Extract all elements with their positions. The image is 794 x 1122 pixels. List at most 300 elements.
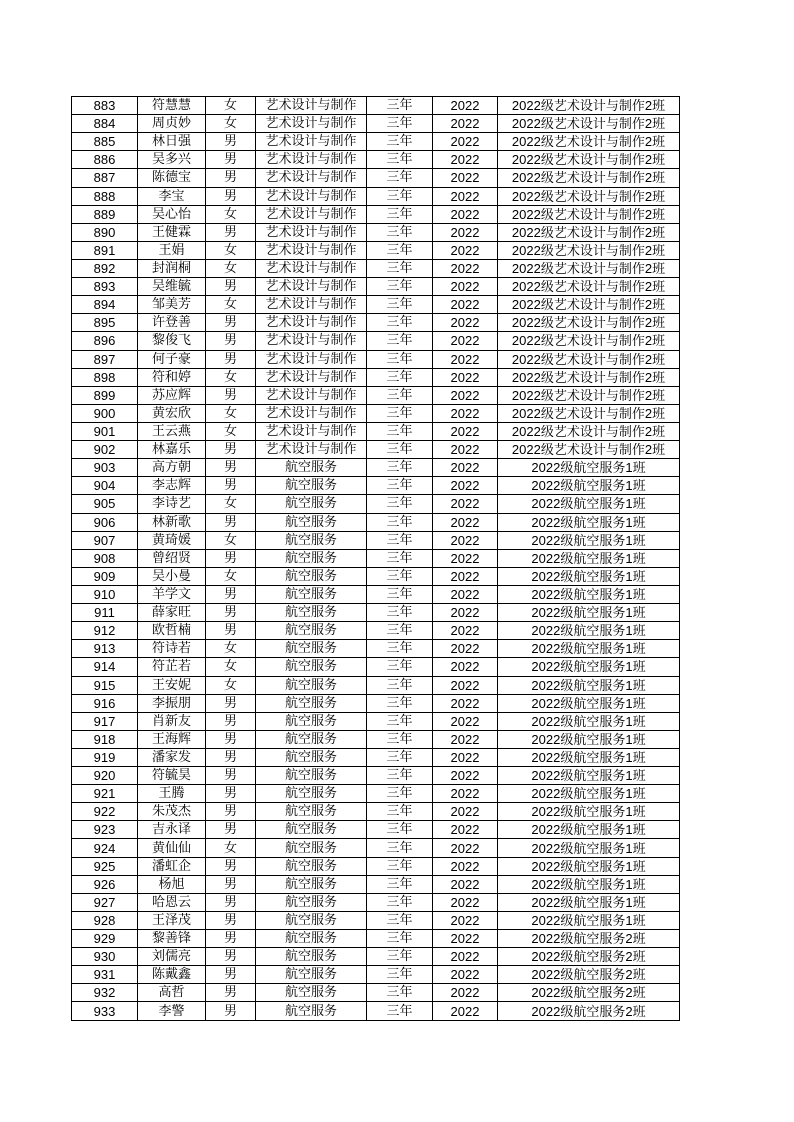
enrollment-year-cell: 2022 [433, 585, 498, 603]
table-row [72, 241, 680, 259]
program-length-cell: 三年 [367, 314, 433, 332]
program-length-cell: 三年 [367, 205, 433, 223]
student-name-cell: 李志辉 [138, 477, 206, 495]
row-number-cell: 903 [72, 459, 138, 477]
class-name-cell: 2022级航空服务1班 [498, 821, 680, 839]
gender-cell: 男 [206, 459, 256, 477]
gender-cell: 男 [206, 911, 256, 929]
student-name-cell: 高方朝 [138, 459, 206, 477]
row-number-cell: 928 [72, 911, 138, 929]
program-length-cell: 三年 [367, 151, 433, 169]
row-number-cell: 902 [72, 441, 138, 459]
major-cell: 航空服务 [256, 748, 367, 766]
table-row [72, 567, 680, 585]
gender-cell: 男 [206, 585, 256, 603]
enrollment-year-cell: 2022 [433, 911, 498, 929]
table-row [72, 404, 680, 422]
table-row [72, 332, 680, 350]
program-length-cell: 三年 [367, 513, 433, 531]
student-name-cell: 黄仙仙 [138, 839, 206, 857]
student-name-cell: 曾绍贤 [138, 549, 206, 567]
row-number-cell: 908 [72, 549, 138, 567]
gender-cell: 男 [206, 314, 256, 332]
gender-cell: 女 [206, 422, 256, 440]
student-name-cell: 黎俊飞 [138, 332, 206, 350]
class-name-cell: 2022级艺术设计与制作2班 [498, 314, 680, 332]
class-name-cell: 2022级艺术设计与制作2班 [498, 386, 680, 404]
table-row [72, 1002, 680, 1020]
class-name-cell: 2022级艺术设计与制作2班 [498, 296, 680, 314]
major-cell: 航空服务 [256, 640, 367, 658]
program-length-cell: 三年 [367, 531, 433, 549]
major-cell: 艺术设计与制作 [256, 133, 367, 151]
enrollment-year-cell: 2022 [433, 821, 498, 839]
gender-cell: 男 [206, 785, 256, 803]
class-name-cell: 2022级艺术设计与制作2班 [498, 241, 680, 259]
table-row [72, 223, 680, 241]
program-length-cell: 三年 [367, 459, 433, 477]
table-row [72, 115, 680, 133]
program-length-cell: 三年 [367, 441, 433, 459]
major-cell: 艺术设计与制作 [256, 314, 367, 332]
row-number-cell: 910 [72, 585, 138, 603]
student-name-cell: 陈德宝 [138, 169, 206, 187]
program-length-cell: 三年 [367, 585, 433, 603]
enrollment-year-cell: 2022 [433, 984, 498, 1002]
row-number-cell: 892 [72, 259, 138, 277]
program-length-cell: 三年 [367, 115, 433, 133]
program-length-cell: 三年 [367, 404, 433, 422]
class-name-cell: 2022级艺术设计与制作2班 [498, 422, 680, 440]
program-length-cell: 三年 [367, 223, 433, 241]
student-name-cell: 高哲 [138, 984, 206, 1002]
row-number-cell: 919 [72, 748, 138, 766]
gender-cell: 男 [206, 332, 256, 350]
class-name-cell: 2022级艺术设计与制作2班 [498, 350, 680, 368]
class-name-cell: 2022级艺术设计与制作2班 [498, 332, 680, 350]
program-length-cell: 三年 [367, 368, 433, 386]
gender-cell: 女 [206, 241, 256, 259]
gender-cell: 女 [206, 640, 256, 658]
major-cell: 航空服务 [256, 948, 367, 966]
enrollment-year-cell: 2022 [433, 676, 498, 694]
gender-cell: 女 [206, 531, 256, 549]
table-row [72, 169, 680, 187]
major-cell: 航空服务 [256, 803, 367, 821]
program-length-cell: 三年 [367, 821, 433, 839]
class-name-cell: 2022级航空服务1班 [498, 459, 680, 477]
row-number-cell: 898 [72, 368, 138, 386]
gender-cell: 女 [206, 839, 256, 857]
student-name-cell: 邹美芳 [138, 296, 206, 314]
enrollment-year-cell: 2022 [433, 477, 498, 495]
gender-cell: 男 [206, 694, 256, 712]
student-name-cell: 王腾 [138, 785, 206, 803]
class-name-cell: 2022级艺术设计与制作2班 [498, 404, 680, 422]
student-name-cell: 李振朋 [138, 694, 206, 712]
table-row [72, 748, 680, 766]
class-name-cell: 2022级艺术设计与制作2班 [498, 368, 680, 386]
table-row [72, 151, 680, 169]
enrollment-year-cell: 2022 [433, 151, 498, 169]
major-cell: 航空服务 [256, 531, 367, 549]
major-cell: 航空服务 [256, 622, 367, 640]
table-row [72, 839, 680, 857]
program-length-cell: 三年 [367, 857, 433, 875]
row-number-cell: 909 [72, 567, 138, 585]
enrollment-year-cell: 2022 [433, 422, 498, 440]
gender-cell: 男 [206, 223, 256, 241]
program-length-cell: 三年 [367, 930, 433, 948]
row-number-cell: 916 [72, 694, 138, 712]
gender-cell: 女 [206, 658, 256, 676]
gender-cell: 男 [206, 748, 256, 766]
row-number-cell: 917 [72, 712, 138, 730]
row-number-cell: 906 [72, 513, 138, 531]
class-name-cell: 2022级航空服务2班 [498, 1002, 680, 1020]
class-name-cell: 2022级航空服务1班 [498, 658, 680, 676]
class-name-cell: 2022级航空服务1班 [498, 549, 680, 567]
major-cell: 航空服务 [256, 477, 367, 495]
enrollment-year-cell: 2022 [433, 785, 498, 803]
row-number-cell: 913 [72, 640, 138, 658]
row-number-cell: 927 [72, 893, 138, 911]
program-length-cell: 三年 [367, 694, 433, 712]
class-name-cell: 2022级航空服务1班 [498, 803, 680, 821]
row-number-cell: 888 [72, 187, 138, 205]
major-cell: 航空服务 [256, 694, 367, 712]
program-length-cell: 三年 [367, 893, 433, 911]
student-name-cell: 杨旭 [138, 875, 206, 893]
major-cell: 航空服务 [256, 821, 367, 839]
gender-cell: 男 [206, 948, 256, 966]
student-name-cell: 吉永译 [138, 821, 206, 839]
student-name-cell: 林日强 [138, 133, 206, 151]
enrollment-year-cell: 2022 [433, 259, 498, 277]
table-row [72, 604, 680, 622]
table-row [72, 259, 680, 277]
table-row [72, 477, 680, 495]
class-name-cell: 2022级艺术设计与制作2班 [498, 259, 680, 277]
student-name-cell: 吴心怡 [138, 205, 206, 223]
major-cell: 航空服务 [256, 1002, 367, 1020]
program-length-cell: 三年 [367, 296, 433, 314]
major-cell: 艺术设计与制作 [256, 368, 367, 386]
student-name-cell: 吴小曼 [138, 567, 206, 585]
program-length-cell: 三年 [367, 966, 433, 984]
enrollment-year-cell: 2022 [433, 513, 498, 531]
enrollment-year-cell: 2022 [433, 278, 498, 296]
student-name-cell: 封润桐 [138, 259, 206, 277]
major-cell: 艺术设计与制作 [256, 259, 367, 277]
row-number-cell: 915 [72, 676, 138, 694]
enrollment-year-cell: 2022 [433, 368, 498, 386]
gender-cell: 男 [206, 187, 256, 205]
enrollment-year-cell: 2022 [433, 712, 498, 730]
program-length-cell: 三年 [367, 386, 433, 404]
major-cell: 航空服务 [256, 459, 367, 477]
row-number-cell: 933 [72, 1002, 138, 1020]
major-cell: 航空服务 [256, 966, 367, 984]
row-number-cell: 911 [72, 604, 138, 622]
table-row [72, 459, 680, 477]
class-name-cell: 2022级航空服务2班 [498, 948, 680, 966]
row-number-cell: 883 [72, 97, 138, 115]
gender-cell: 男 [206, 169, 256, 187]
program-length-cell: 三年 [367, 839, 433, 857]
program-length-cell: 三年 [367, 658, 433, 676]
enrollment-year-cell: 2022 [433, 604, 498, 622]
class-name-cell: 2022级航空服务1班 [498, 495, 680, 513]
major-cell: 航空服务 [256, 857, 367, 875]
program-length-cell: 三年 [367, 567, 433, 585]
program-length-cell: 三年 [367, 730, 433, 748]
major-cell: 艺术设计与制作 [256, 151, 367, 169]
class-name-cell: 2022级艺术设计与制作2班 [498, 205, 680, 223]
class-name-cell: 2022级航空服务1班 [498, 911, 680, 929]
student-name-cell: 薛家旺 [138, 604, 206, 622]
enrollment-year-cell: 2022 [433, 803, 498, 821]
class-name-cell: 2022级航空服务1班 [498, 730, 680, 748]
class-name-cell: 2022级航空服务1班 [498, 622, 680, 640]
program-length-cell: 三年 [367, 803, 433, 821]
table-row [72, 205, 680, 223]
enrollment-year-cell: 2022 [433, 459, 498, 477]
row-number-cell: 926 [72, 875, 138, 893]
gender-cell: 男 [206, 730, 256, 748]
major-cell: 航空服务 [256, 676, 367, 694]
table-row [72, 296, 680, 314]
program-length-cell: 三年 [367, 422, 433, 440]
row-number-cell: 922 [72, 803, 138, 821]
gender-cell: 男 [206, 350, 256, 368]
major-cell: 艺术设计与制作 [256, 441, 367, 459]
gender-cell: 女 [206, 97, 256, 115]
student-name-cell: 何子豪 [138, 350, 206, 368]
class-name-cell: 2022级航空服务1班 [498, 513, 680, 531]
program-length-cell: 三年 [367, 911, 433, 929]
roster-body [72, 97, 680, 1021]
class-name-cell: 2022级航空服务1班 [498, 767, 680, 785]
gender-cell: 男 [206, 893, 256, 911]
class-name-cell: 2022级航空服务1班 [498, 857, 680, 875]
table-row [72, 948, 680, 966]
class-name-cell: 2022级艺术设计与制作2班 [498, 133, 680, 151]
enrollment-year-cell: 2022 [433, 567, 498, 585]
table-row [72, 767, 680, 785]
program-length-cell: 三年 [367, 477, 433, 495]
major-cell: 艺术设计与制作 [256, 386, 367, 404]
major-cell: 航空服务 [256, 785, 367, 803]
program-length-cell: 三年 [367, 332, 433, 350]
student-name-cell: 王安妮 [138, 676, 206, 694]
table-row [72, 531, 680, 549]
gender-cell: 男 [206, 767, 256, 785]
class-name-cell: 2022级航空服务2班 [498, 984, 680, 1002]
major-cell: 航空服务 [256, 513, 367, 531]
student-name-cell: 吴多兴 [138, 151, 206, 169]
major-cell: 航空服务 [256, 911, 367, 929]
gender-cell: 女 [206, 205, 256, 223]
gender-cell: 男 [206, 604, 256, 622]
row-number-cell: 889 [72, 205, 138, 223]
student-name-cell: 符毓昊 [138, 767, 206, 785]
enrollment-year-cell: 2022 [433, 730, 498, 748]
table-row [72, 984, 680, 1002]
table-row [72, 785, 680, 803]
student-name-cell: 朱茂杰 [138, 803, 206, 821]
class-name-cell: 2022级航空服务1班 [498, 567, 680, 585]
class-name-cell: 2022级航空服务1班 [498, 785, 680, 803]
gender-cell: 男 [206, 857, 256, 875]
gender-cell: 男 [206, 441, 256, 459]
program-length-cell: 三年 [367, 259, 433, 277]
major-cell: 航空服务 [256, 875, 367, 893]
row-number-cell: 897 [72, 350, 138, 368]
enrollment-year-cell: 2022 [433, 404, 498, 422]
table-row [72, 966, 680, 984]
table-row [72, 97, 680, 115]
student-name-cell: 哈恩云 [138, 893, 206, 911]
class-name-cell: 2022级艺术设计与制作2班 [498, 97, 680, 115]
enrollment-year-cell: 2022 [433, 296, 498, 314]
major-cell: 艺术设计与制作 [256, 115, 367, 133]
enrollment-year-cell: 2022 [433, 839, 498, 857]
gender-cell: 男 [206, 151, 256, 169]
student-name-cell: 欧哲楠 [138, 622, 206, 640]
class-name-cell: 2022级航空服务1班 [498, 839, 680, 857]
major-cell: 艺术设计与制作 [256, 241, 367, 259]
program-length-cell: 三年 [367, 785, 433, 803]
table-row [72, 549, 680, 567]
enrollment-year-cell: 2022 [433, 948, 498, 966]
enrollment-year-cell: 2022 [433, 640, 498, 658]
row-number-cell: 887 [72, 169, 138, 187]
row-number-cell: 930 [72, 948, 138, 966]
program-length-cell: 三年 [367, 278, 433, 296]
table-row [72, 133, 680, 151]
major-cell: 航空服务 [256, 930, 367, 948]
enrollment-year-cell: 2022 [433, 223, 498, 241]
row-number-cell: 904 [72, 477, 138, 495]
enrollment-year-cell: 2022 [433, 386, 498, 404]
student-name-cell: 黎善锋 [138, 930, 206, 948]
enrollment-year-cell: 2022 [433, 169, 498, 187]
program-length-cell: 三年 [367, 640, 433, 658]
table-row [72, 350, 680, 368]
major-cell: 航空服务 [256, 658, 367, 676]
enrollment-year-cell: 2022 [433, 350, 498, 368]
class-name-cell: 2022级艺术设计与制作2班 [498, 115, 680, 133]
gender-cell: 男 [206, 966, 256, 984]
program-length-cell: 三年 [367, 948, 433, 966]
class-name-cell: 2022级艺术设计与制作2班 [498, 441, 680, 459]
row-number-cell: 884 [72, 115, 138, 133]
program-length-cell: 三年 [367, 187, 433, 205]
class-name-cell: 2022级航空服务1班 [498, 604, 680, 622]
student-name-cell: 李诗艺 [138, 495, 206, 513]
table-row [72, 278, 680, 296]
class-name-cell: 2022级航空服务1班 [498, 712, 680, 730]
major-cell: 航空服务 [256, 984, 367, 1002]
enrollment-year-cell: 2022 [433, 97, 498, 115]
class-name-cell: 2022级航空服务2班 [498, 930, 680, 948]
row-number-cell: 894 [72, 296, 138, 314]
enrollment-year-cell: 2022 [433, 658, 498, 676]
student-roster-table [71, 96, 680, 1021]
class-name-cell: 2022级艺术设计与制作2班 [498, 278, 680, 296]
program-length-cell: 三年 [367, 767, 433, 785]
gender-cell: 男 [206, 875, 256, 893]
enrollment-year-cell: 2022 [433, 549, 498, 567]
major-cell: 航空服务 [256, 730, 367, 748]
gender-cell: 女 [206, 495, 256, 513]
major-cell: 艺术设计与制作 [256, 278, 367, 296]
row-number-cell: 896 [72, 332, 138, 350]
enrollment-year-cell: 2022 [433, 187, 498, 205]
major-cell: 艺术设计与制作 [256, 404, 367, 422]
gender-cell: 男 [206, 477, 256, 495]
program-length-cell: 三年 [367, 97, 433, 115]
major-cell: 航空服务 [256, 767, 367, 785]
student-name-cell: 李宝 [138, 187, 206, 205]
table-row [72, 676, 680, 694]
class-name-cell: 2022级航空服务1班 [498, 694, 680, 712]
major-cell: 艺术设计与制作 [256, 169, 367, 187]
row-number-cell: 932 [72, 984, 138, 1002]
table-row [72, 730, 680, 748]
enrollment-year-cell: 2022 [433, 1002, 498, 1020]
enrollment-year-cell: 2022 [433, 930, 498, 948]
program-length-cell: 三年 [367, 748, 433, 766]
program-length-cell: 三年 [367, 495, 433, 513]
student-name-cell: 符诗若 [138, 640, 206, 658]
major-cell: 航空服务 [256, 893, 367, 911]
table-row [72, 911, 680, 929]
enrollment-year-cell: 2022 [433, 966, 498, 984]
major-cell: 艺术设计与制作 [256, 296, 367, 314]
table-row [72, 368, 680, 386]
row-number-cell: 885 [72, 133, 138, 151]
student-name-cell: 陈戴鑫 [138, 966, 206, 984]
gender-cell: 女 [206, 404, 256, 422]
table-row [72, 658, 680, 676]
student-name-cell: 潘家发 [138, 748, 206, 766]
program-length-cell: 三年 [367, 350, 433, 368]
class-name-cell: 2022级艺术设计与制作2班 [498, 187, 680, 205]
student-name-cell: 王健霖 [138, 223, 206, 241]
student-name-cell: 黄琦媛 [138, 531, 206, 549]
major-cell: 航空服务 [256, 712, 367, 730]
enrollment-year-cell: 2022 [433, 531, 498, 549]
table-row [72, 712, 680, 730]
row-number-cell: 890 [72, 223, 138, 241]
gender-cell: 女 [206, 676, 256, 694]
class-name-cell: 2022级艺术设计与制作2班 [498, 169, 680, 187]
major-cell: 艺术设计与制作 [256, 350, 367, 368]
class-name-cell: 2022级航空服务1班 [498, 531, 680, 549]
major-cell: 航空服务 [256, 604, 367, 622]
table-row [72, 875, 680, 893]
gender-cell: 男 [206, 803, 256, 821]
row-number-cell: 901 [72, 422, 138, 440]
class-name-cell: 2022级航空服务1班 [498, 748, 680, 766]
table-row [72, 893, 680, 911]
table-row [72, 821, 680, 839]
major-cell: 艺术设计与制作 [256, 422, 367, 440]
student-name-cell: 周贞妙 [138, 115, 206, 133]
gender-cell: 男 [206, 513, 256, 531]
